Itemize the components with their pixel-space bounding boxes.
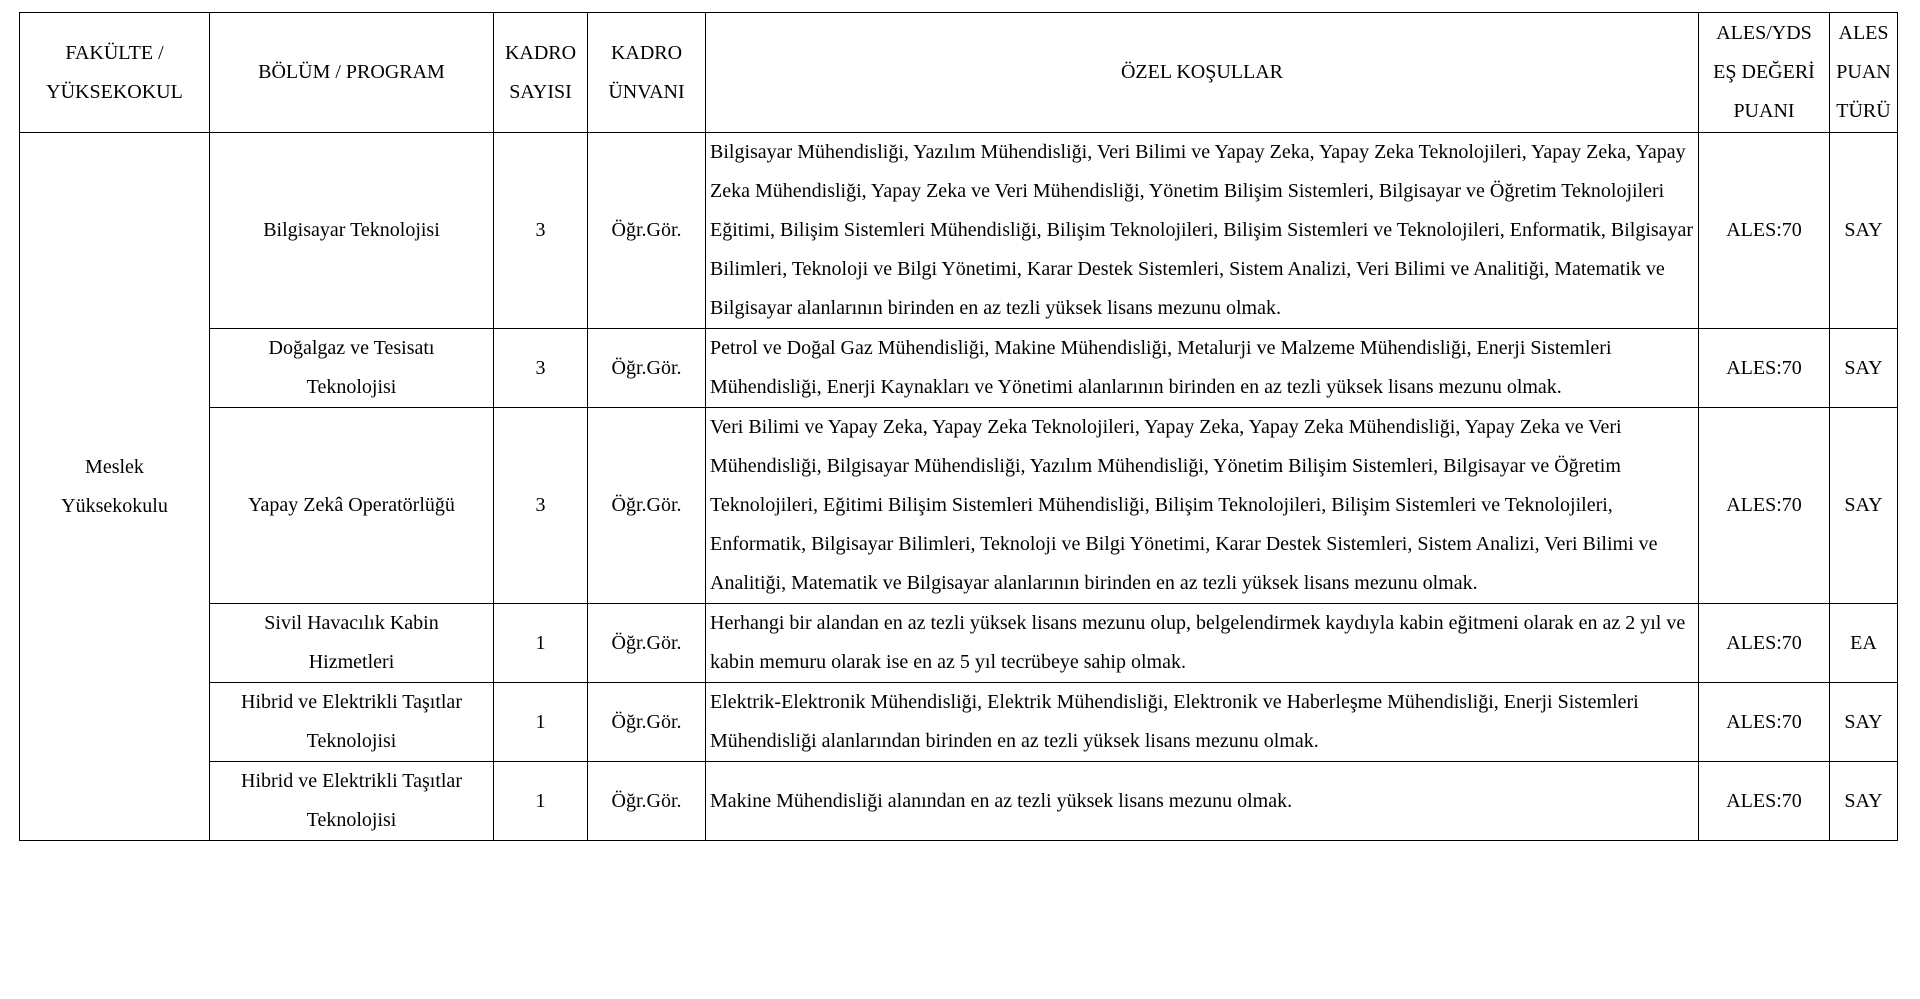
title-cell: Öğr.Gör. [588,408,706,604]
conditions-cell: Bilgisayar Mühendisliği, Yazılım Mühendisliği, Veri Bilimi ve Yapay Zeka, Yapay Zeka Teknolojileri, Yapay Zeka, Yapay Zeka Mühendisliği, Yapay Zeka ve Veri Mühendisliği, Yönetim Bilişim Sistemleri, Bilgisayar ve Öğretim Teknolojileri Eğitimi, Bilişim Sistemleri Mühendisliği, Bilişim Teknolojileri, Bilişim Sistemleri ve Teknolojileri, Enformatik, Bilgisayar Bilimleri, Teknoloji ve Bilgi Yönetimi, Karar Destek Sistemleri, Sistem Analizi, Veri Bilimi ve Analitiği, Matematik ve Bilgisayar alanlarının birinden en az tezli yüksek lisans mezunu olmak. [706,133,1699,329]
header-conditions: ÖZEL KOŞULLAR [706,13,1699,133]
count-cell: 3 [494,329,588,408]
title-cell: Öğr.Gör. [588,683,706,762]
table-row [20,408,1898,604]
program-cell: Bilgisayar Teknolojisi [210,133,494,329]
program-cell: Doğalgaz ve Tesisatı Teknolojisi [210,329,494,408]
table-row [20,604,1898,683]
title-cell: Öğr.Gör. [588,604,706,683]
table-row [20,329,1898,408]
conditions-cell: Herhangi bir alandan en az tezli yüksek lisans mezunu olup, belgelendirmek kaydıyla kabin eğitmeni olarak en az 2 yıl ve kabin memuru olarak ise en az 5 yıl tecrübeye sahip olmak. [706,604,1699,683]
count-cell: 1 [494,683,588,762]
score-type-cell: SAY [1830,683,1898,762]
title-cell: Öğr.Gör. [588,133,706,329]
program-cell: Yapay Zekâ Operatörlüğü [210,408,494,604]
score-cell: ALES:70 [1699,683,1830,762]
program-cell: Hibrid ve Elektrikli Taşıtlar Teknolojisi [210,683,494,762]
program-cell: Sivil Havacılık Kabin Hizmetleri [210,604,494,683]
title-cell: Öğr.Gör. [588,762,706,841]
conditions-cell: Veri Bilimi ve Yapay Zeka, Yapay Zeka Teknolojileri, Yapay Zeka, Yapay Zeka Mühendisliği, Yapay Zeka ve Veri Mühendisliği, Bilgisayar Mühendisliği, Yazılım Mühendisliği, Yönetim Bilişim Sistemleri, Bilgisayar ve Öğretim Teknolojileri, Eğitimi Bilişim Sistemleri Mühendisliği, Bilişim Teknolojileri, Bilişim Sistemleri ve Teknolojileri, Enformatik, Bilgisayar Bilimleri, Teknoloji ve Bilgi Yönetimi, Karar Destek Sistemleri, Sistem Analizi, Veri Bilimi ve Analitiği, Matematik ve Bilgisayar alanlarının birinden en az tezli yüksek lisans mezunu olmak. [706,408,1699,604]
table-row [20,133,1898,329]
count-cell: 3 [494,408,588,604]
faculty-cell: Meslek Yüksekokulu [20,133,210,841]
title-cell: Öğr.Gör. [588,329,706,408]
header-score: ALES/YDS EŞ DEĞERİ PUANI [1699,13,1830,133]
conditions-cell: Elektrik-Elektronik Mühendisliği, Elektrik Mühendisliği, Elektronik ve Haberleşme Mühendisliği, Enerji Sistemleri Mühendisliği alanlarından birinden en az tezli yüksek lisans mezunu olmak. [706,683,1699,762]
header-row [20,13,1898,133]
score-type-cell: SAY [1830,329,1898,408]
score-cell: ALES:70 [1699,604,1830,683]
score-type-cell: EA [1830,604,1898,683]
header-faculty: FAKÜLTE / YÜKSEKOKUL [20,13,210,133]
score-cell: ALES:70 [1699,329,1830,408]
conditions-cell: Petrol ve Doğal Gaz Mühendisliği, Makine Mühendisliği, Metalurji ve Malzeme Mühendisliği, Enerji Sistemleri Mühendisliği, Enerji Kaynakları ve Yönetimi alanlarının birinden en az tezli yüksek lisans mezunu olmak. [706,329,1699,408]
score-cell: ALES:70 [1699,762,1830,841]
table-row [20,762,1898,841]
count-cell: 1 [494,762,588,841]
score-type-cell: SAY [1830,762,1898,841]
score-type-cell: SAY [1830,133,1898,329]
header-count: KADRO SAYISI [494,13,588,133]
score-cell: ALES:70 [1699,408,1830,604]
table-row [20,683,1898,762]
score-type-cell: SAY [1830,408,1898,604]
header-score-type: ALES PUAN TÜRÜ [1830,13,1898,133]
score-cell: ALES:70 [1699,133,1830,329]
count-cell: 3 [494,133,588,329]
header-program: BÖLÜM / PROGRAM [210,13,494,133]
conditions-cell: Makine Mühendisliği alanından en az tezli yüksek lisans mezunu olmak. [706,762,1699,841]
program-cell: Hibrid ve Elektrikli Taşıtlar Teknolojisi [210,762,494,841]
staff-positions-table [19,12,1898,841]
header-title: KADRO ÜNVANI [588,13,706,133]
count-cell: 1 [494,604,588,683]
